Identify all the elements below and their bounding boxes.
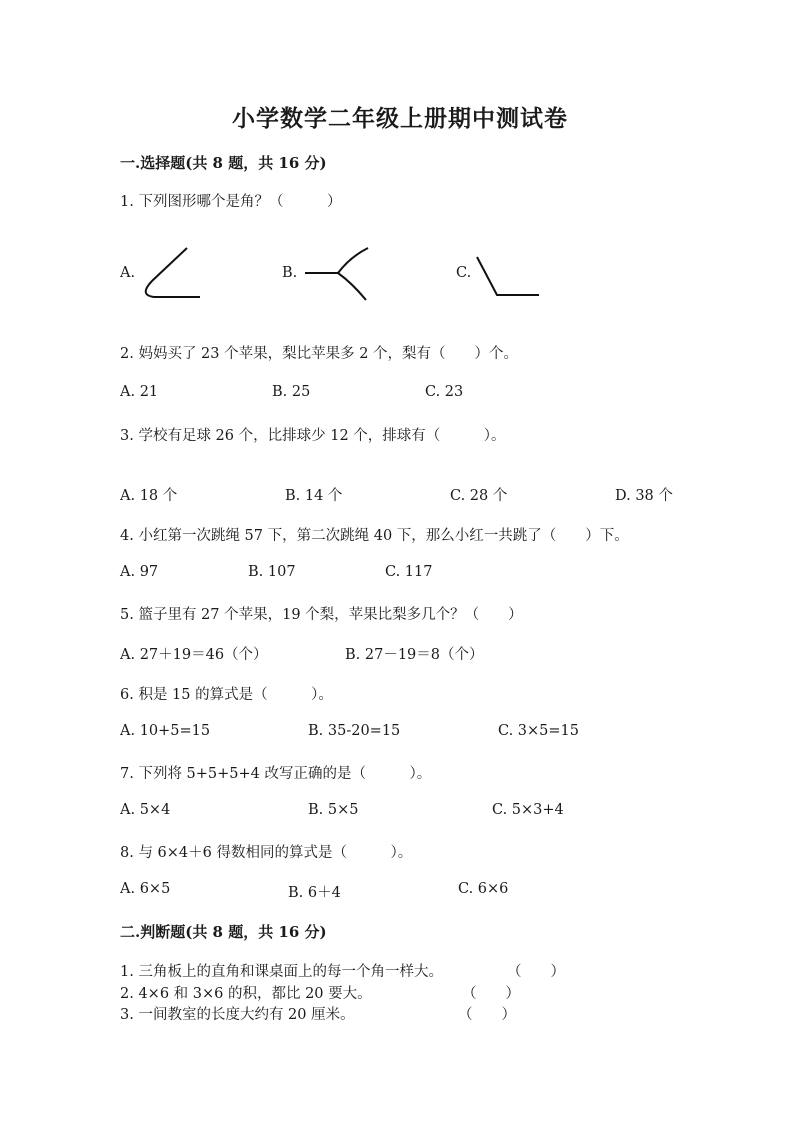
- angle-figure-a: [140, 245, 210, 305]
- option-5b: B. 27－19＝8（个）: [345, 647, 484, 663]
- question-3: 3. 学校有足球 26 个，比排球少 12 个，排球有（ ）。: [120, 428, 506, 444]
- judge-answer-paren-2: （ ）: [462, 986, 520, 1002]
- judge-question-2: 2. 4×6 和 3×6 的积，都比 20 要大。: [120, 986, 372, 1002]
- option-7a: A. 5×4: [120, 802, 171, 818]
- question-2: 2. 妈妈买了 23 个苹果，梨比苹果多 2 个，梨有（ ）个。: [120, 346, 519, 362]
- curved-figure-b: [300, 245, 380, 305]
- option-3a: A. 18 个: [120, 488, 178, 504]
- option-1a-label: A.: [120, 265, 136, 281]
- option-8a: A. 6×5: [120, 881, 171, 897]
- option-3b: B. 14 个: [285, 488, 343, 504]
- question-5: 5. 篮子里有 27 个苹果，19 个梨，苹果比梨多几个？（ ）: [120, 607, 523, 623]
- section-heading-judge: 二.判断题(共 8 题，共 16 分): [120, 923, 327, 941]
- option-2b: B. 25: [272, 384, 311, 400]
- option-5a: A. 27＋19＝46（个）: [120, 647, 268, 663]
- question-8: 8. 与 6×4＋6 得数相同的算式是（ ）。: [120, 845, 413, 861]
- section-heading-choice: 一.选择题(共 8 题，共 16 分): [120, 154, 327, 172]
- option-6a: A. 10+5=15: [120, 723, 211, 739]
- option-3c: C. 28 个: [450, 488, 508, 504]
- option-6c: C. 3×5=15: [498, 723, 579, 739]
- option-7b: B. 5×5: [308, 802, 359, 818]
- option-8c: C. 6×6: [458, 881, 509, 897]
- judge-answer-paren-1: （ ）: [507, 964, 565, 980]
- judge-question-3: 3. 一间教室的长度大约有 20 厘米。: [120, 1007, 355, 1023]
- judge-question-1: 1. 三角板上的直角和课桌面上的每一个角一样大。: [120, 964, 443, 980]
- option-7c: C. 5×3+4: [492, 802, 564, 818]
- angle-figure-c: [470, 250, 550, 305]
- option-4a: A. 97: [120, 564, 159, 580]
- option-8b: B. 6＋4: [288, 885, 341, 901]
- question-4: 4. 小红第一次跳绳 57 下，第二次跳绳 40 下，那么小红一共跳了（ ）下。: [120, 528, 629, 544]
- page-title: 小学数学二年级上册期中测试卷: [232, 105, 568, 132]
- option-2c: C. 23: [425, 384, 464, 400]
- option-2a: A. 21: [120, 384, 159, 400]
- option-4c: C. 117: [385, 564, 433, 580]
- question-6: 6. 积是 15 的算式是（ ）。: [120, 687, 333, 703]
- option-1c-label: C.: [456, 265, 472, 281]
- question-7: 7. 下列将 5+5+5+4 改写正确的是（ ）。: [120, 766, 432, 782]
- judge-answer-paren-3: （ ）: [458, 1007, 516, 1023]
- option-4b: B. 107: [248, 564, 296, 580]
- option-1b-label: B.: [282, 265, 298, 281]
- option-6b: B. 35-20=15: [308, 723, 401, 739]
- option-3d: D. 38 个: [615, 488, 673, 504]
- question-1: 1. 下列图形哪个是角？（ ）: [120, 194, 342, 210]
